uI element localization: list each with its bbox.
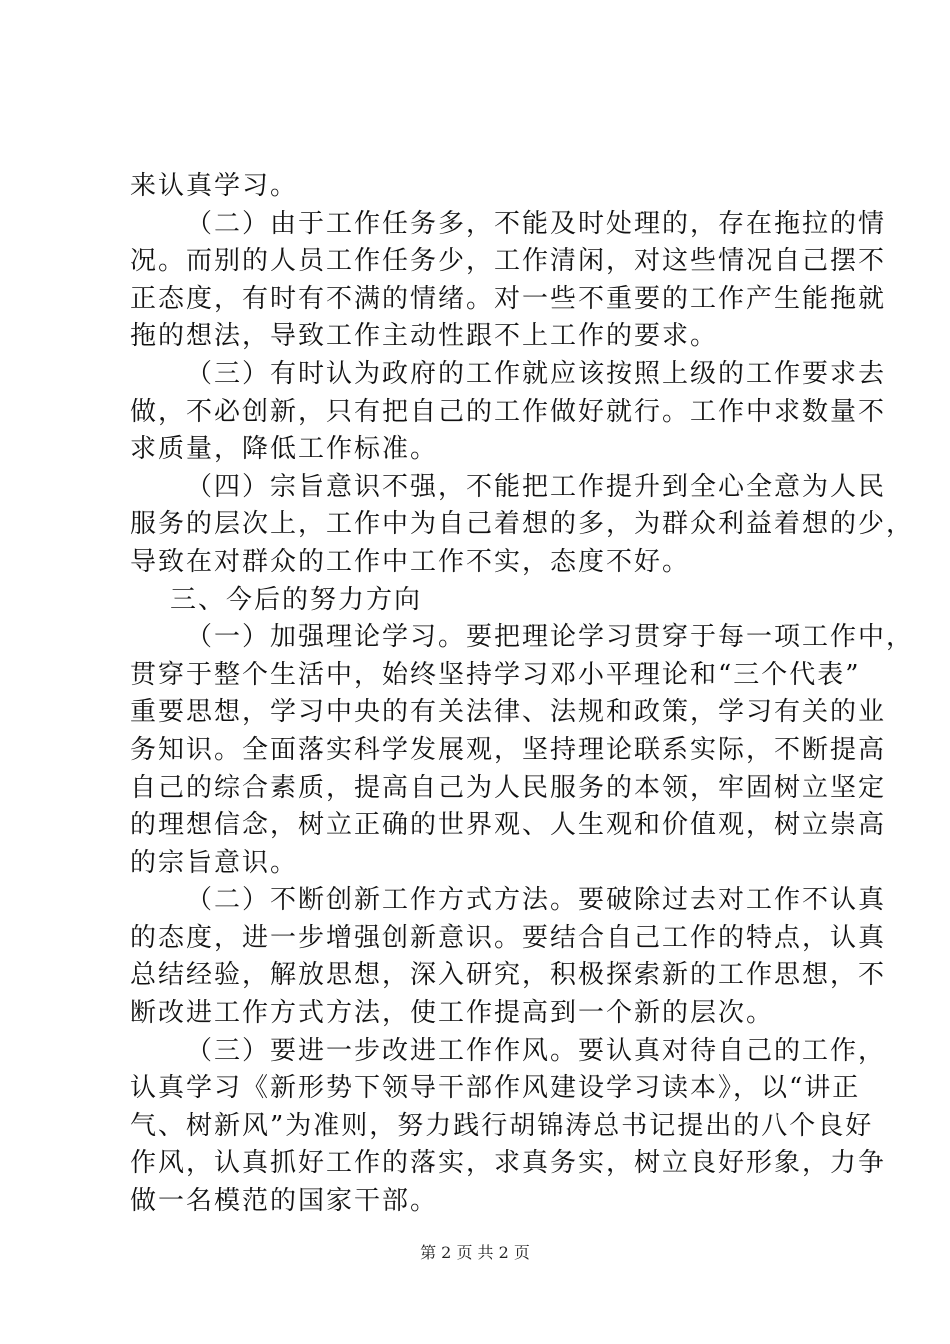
text-line: 正态度，有时有不满的情绪。对一些不重要的工作产生能拖就 — [130, 283, 887, 314]
text-line: 气、树新风”为准则，努力践行胡锦涛总书记提出的八个良好 — [130, 1110, 874, 1141]
text-line: 重要思想，学习中央的有关法律、法规和政策，学习有关的业 — [130, 697, 887, 728]
text-line: （三）要进一步改进工作作风。要认真对待自己的工作， — [186, 1035, 887, 1066]
text-line: 三、今后的努力方向 — [170, 584, 423, 615]
text-line: 认真学习《新形势下领导干部作风建设学习读本》，以“讲正 — [130, 1073, 861, 1104]
text-line: 自己的综合素质，提高自己为人民服务的本领，牢固树立坚定 — [130, 772, 887, 803]
document-body — [130, 168, 915, 1221]
text-line: 的理想信念，树立正确的世界观、人生观和价值观，树立崇高 — [130, 810, 887, 841]
text-line: 求质量，降低工作标准。 — [130, 434, 439, 465]
text-line: （二）不断创新工作方式方法。要破除过去对工作不认真 — [186, 885, 887, 916]
text-line: （一）加强理论学习。要把理论学习贯穿于每一项工作中， — [186, 622, 915, 653]
text-line: 导致在对群众的工作中工作不实，态度不好。 — [130, 546, 691, 577]
text-line: （四）宗旨意识不强，不能把工作提升到全心全意为人民 — [186, 471, 887, 502]
text-line: 的宗旨意识。 — [130, 847, 299, 878]
text-line: （二）由于工作任务多，不能及时处理的，存在拖拉的情 — [186, 208, 887, 239]
text-line: 服务的层次上，工作中为自己着想的多，为群众利益着想的少， — [130, 509, 915, 540]
text-line: 况。而别的人员工作任务少，工作清闲，对这些情况自己摆不 — [130, 246, 887, 277]
text-line: 的态度，进一步增强创新意识。要结合自己工作的特点，认真 — [130, 922, 887, 953]
text-line: 总结经验，解放思想，深入研究，积极探索新的工作思想，不 — [130, 960, 887, 991]
text-line: （三）有时认为政府的工作就应该按照上级的工作要求去 — [186, 358, 887, 389]
text-line: 做一名模范的国家干部。 — [130, 1186, 439, 1217]
text-line: 来认真学习。 — [130, 171, 299, 201]
text-line: 断改进工作方式方法，使工作提高到一个新的层次。 — [130, 998, 775, 1029]
page-footer: 第 2 页 共 2 页 — [420, 1243, 530, 1262]
text-line: 贯穿于整个生活中，始终坚持学习邓小平理论和“三个代表” — [130, 659, 861, 690]
text-line: 作风，认真抓好工作的落实，求真务实，树立良好形象，力争 — [130, 1148, 887, 1179]
text-line: 拖的想法，导致工作主动性跟不上工作的要求。 — [130, 321, 719, 352]
text-line: 做，不必创新，只有把自己的工作做好就行。工作中求数量不 — [130, 396, 887, 427]
text-line: 务知识。全面落实科学发展观，坚持理论联系实际，不断提高 — [130, 734, 887, 765]
